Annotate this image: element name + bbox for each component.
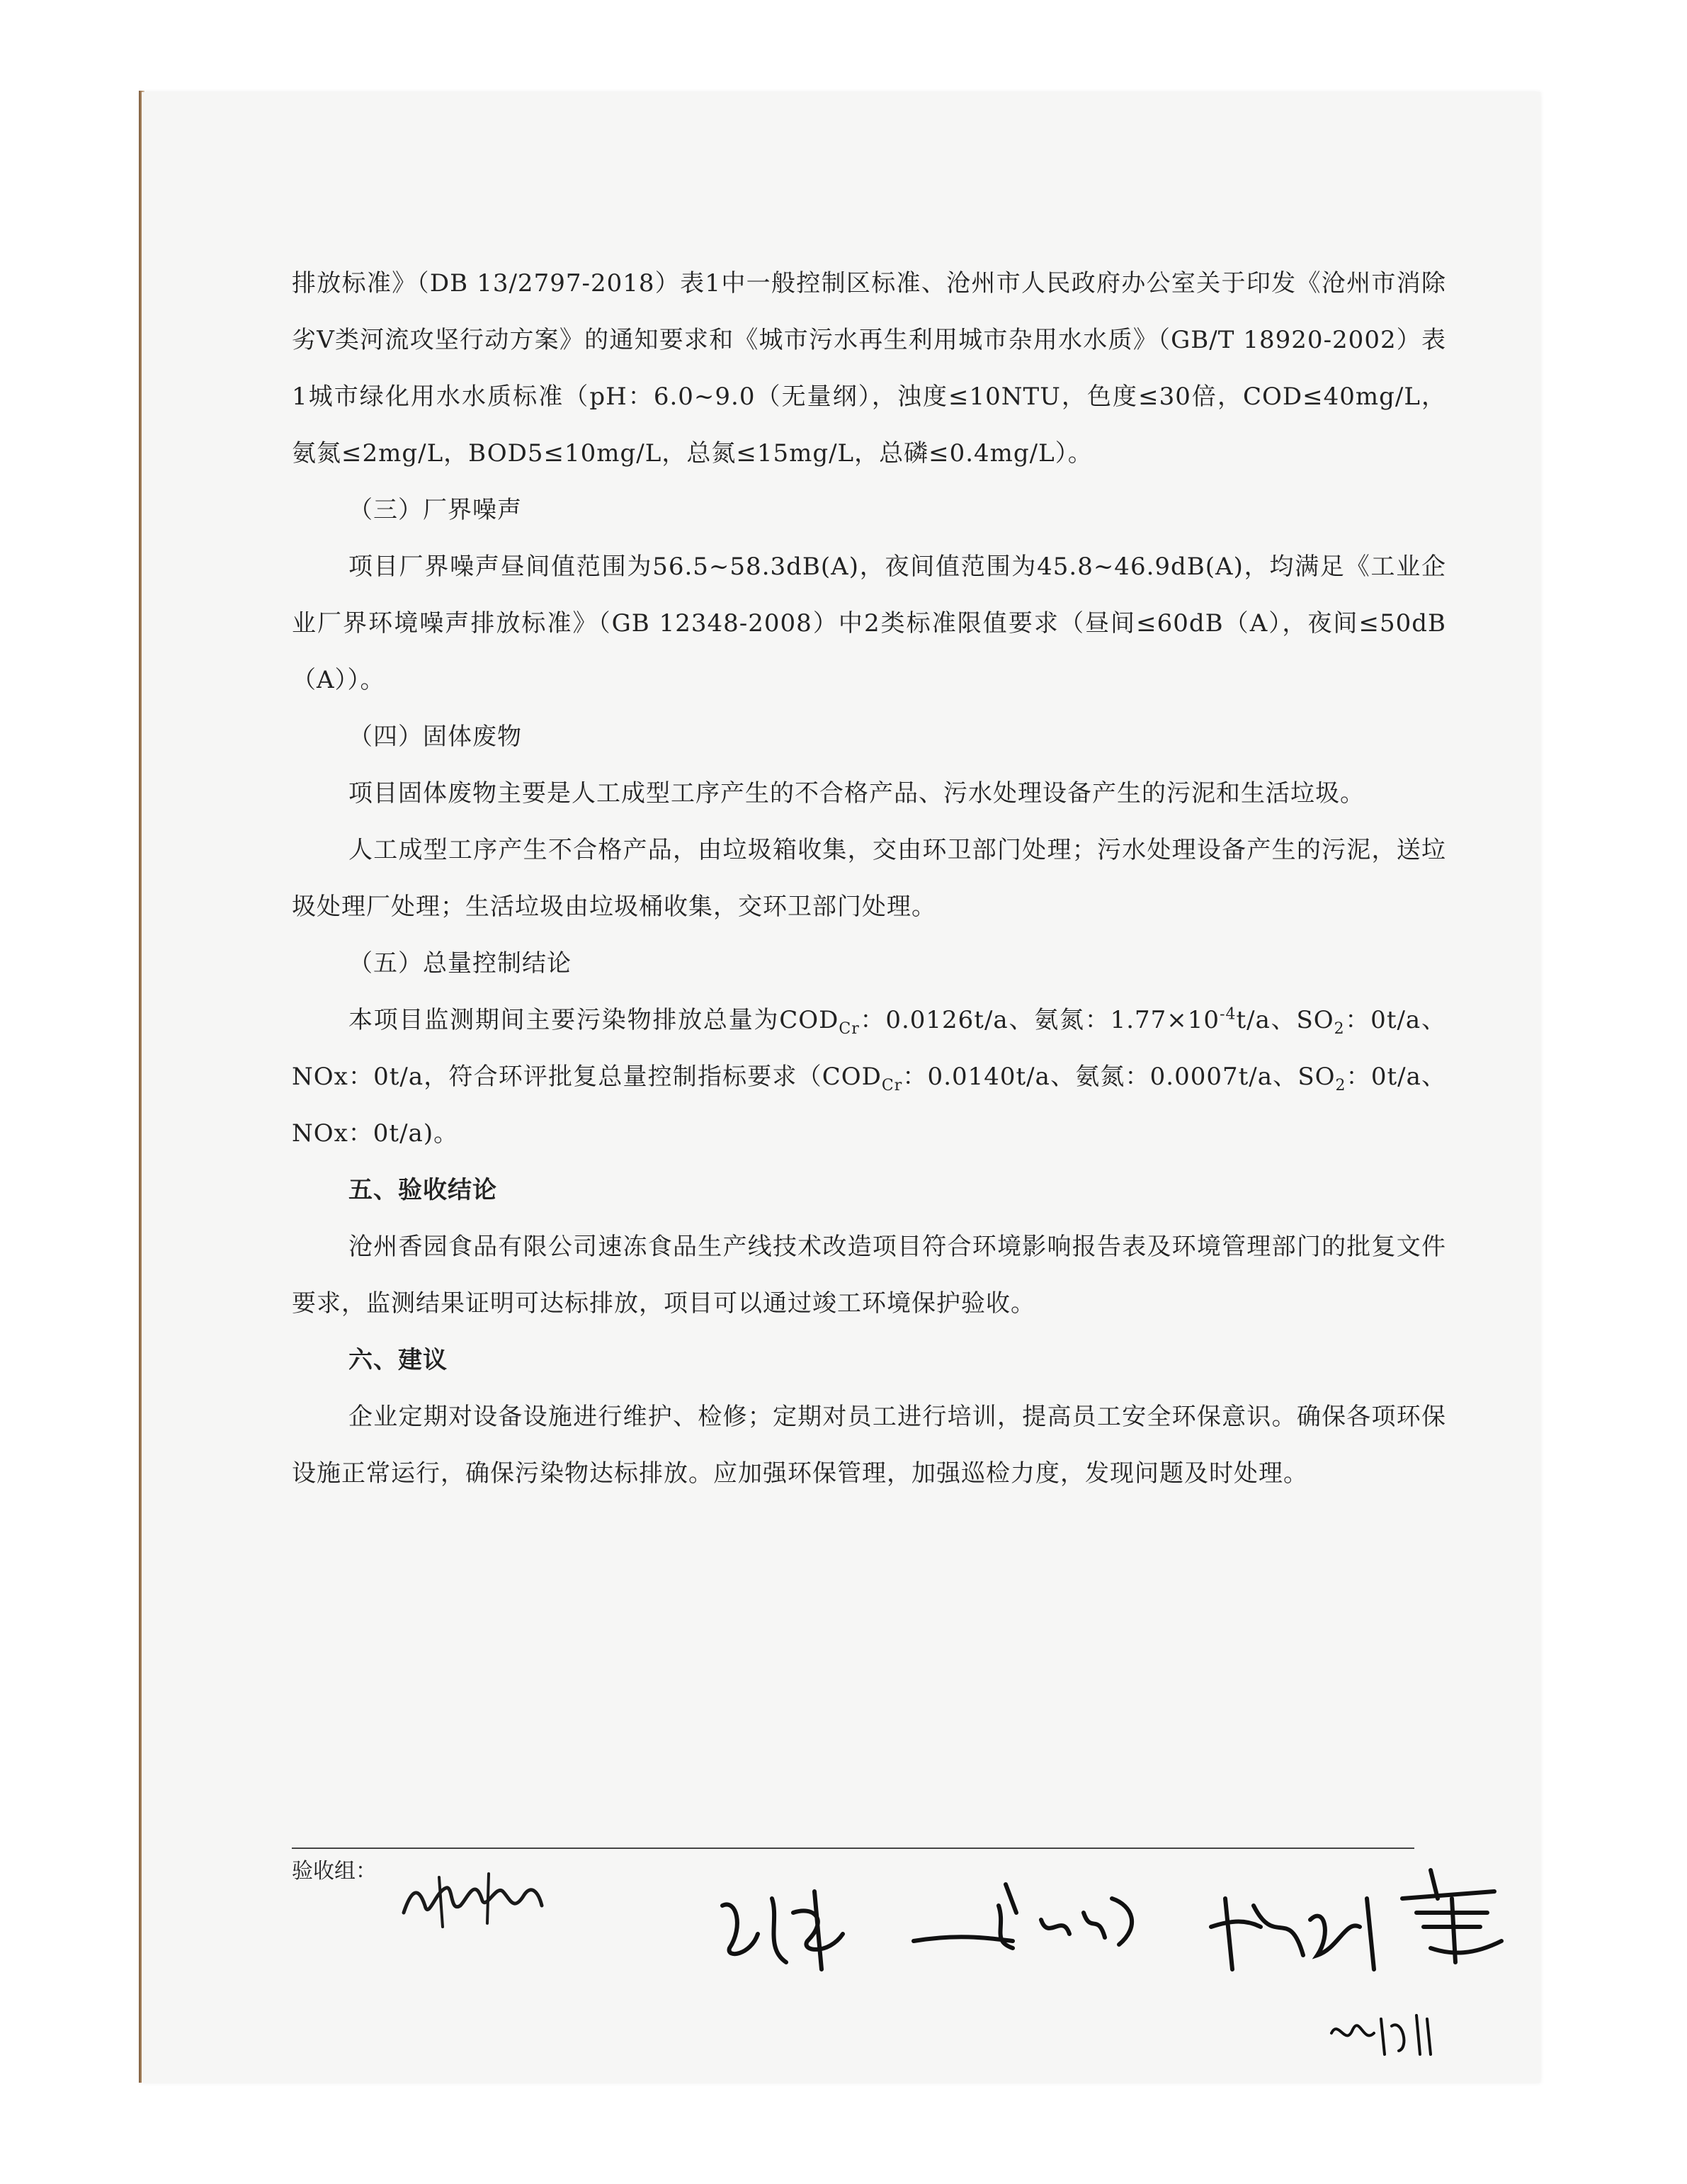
signature-divider bbox=[292, 1848, 1414, 1849]
signature-2 bbox=[708, 1884, 871, 1976]
total-text-2: ：0.0126t/a、氨氮：1.77×10 bbox=[859, 1006, 1220, 1034]
signature-5 bbox=[1388, 1856, 1516, 1969]
total-text-4: ：0t/a、NOx：0t/a，符合环评批复总量控制指标要求（COD bbox=[292, 1006, 1446, 1091]
so2-subscript-2: 2 bbox=[1335, 1076, 1346, 1094]
exponent: -4 bbox=[1220, 1005, 1237, 1024]
heading-total-control: （五）总量控制结论 bbox=[348, 949, 572, 978]
total-text-5: ：0.0140t/a、氨氮：0.0007t/a、SO bbox=[902, 1063, 1336, 1091]
paragraph-total-control bbox=[292, 992, 1446, 1162]
signature-3 bbox=[899, 1870, 1154, 1976]
heading-suggestions: 六、建议 bbox=[348, 1346, 448, 1374]
heading-boundary-noise: （三）厂界噪声 bbox=[348, 496, 522, 524]
total-text-1: 本项目监测期间主要污染物排放总量为COD bbox=[348, 1006, 839, 1034]
paragraph-acceptance-conclusion: 沧州香园食品有限公司速冻食品生产线技术改造项目符合环境影响报告表及环境管理部门的批复文件要求，监测结果证明可达标排放，项目可以通过竣工环境保护验收。 bbox=[292, 1233, 1446, 1318]
paragraph-solid-waste-1: 项目固体废物主要是人工成型工序产生的不合格产品、污水处理设备产生的污泥和生活垃圾。 bbox=[348, 779, 1365, 808]
total-text-3: t/a、SO bbox=[1236, 1006, 1334, 1034]
paragraph-water-standard: 排放标准》（DB 13/2797-2018）表1中一般控制区标准、沧州市人民政府办公室关于印发《沧州市消除劣V类河流攻坚行动方案》的通知要求和《城市污水再生利用城市杂用水水质》（GB/T 18920-2002）表1城市绿化用水水质标准（pH：6.0~9.0（无量纲），浊度≤10NTU，色度≤30倍，COD≤40mg/L，氨氮≤2mg/L，BOD5≤10mg/L，总氮≤15mg/L，总磷≤0.4mg/L）。 bbox=[292, 269, 1446, 468]
cr-subscript-2: Cr bbox=[881, 1076, 903, 1094]
cr-subscript-1: Cr bbox=[839, 1019, 860, 1038]
total-text-6: ：0t/a、NOx：0t/a)。 bbox=[292, 1063, 1446, 1148]
paragraph-suggestions: 企业定期对设备设施进行维护、检修；定期对员工进行培训，提高员工安全环保意识。确保各项环保设施正常运行，确保污染物达标排放。应加强环保管理，加强巡检力度，发现问题及时处理。 bbox=[292, 1403, 1446, 1488]
signature-6 bbox=[1324, 2005, 1438, 2061]
heading-solid-waste: （四）固体废物 bbox=[348, 723, 522, 751]
document-body bbox=[292, 255, 1446, 1502]
paragraph-noise: 项目厂界噪声昼间值范围为56.5~58.3dB(A)，夜间值范围为45.8~46.9dB(A)，均满足《工业企业厂界环境噪声排放标准》（GB 12348-2008）中2类标准限值要求（昼间≤60dB（A），夜间≤50dB（A））。 bbox=[292, 553, 1446, 694]
heading-acceptance-conclusion: 五、验收结论 bbox=[348, 1176, 497, 1204]
signature-4 bbox=[1204, 1877, 1402, 1984]
so2-subscript-1: 2 bbox=[1334, 1019, 1345, 1038]
acceptance-group-label: 验收组： bbox=[292, 1859, 377, 1884]
paragraph-solid-waste-2: 人工成型工序产生不合格产品，由垃圾箱收集，交由环卫部门处理；污水处理设备产生的污泥，送垃圾处理厂处理；生活垃圾由垃圾桶收集，交环卫部门处理。 bbox=[292, 836, 1446, 921]
signature-1 bbox=[397, 1863, 552, 1941]
